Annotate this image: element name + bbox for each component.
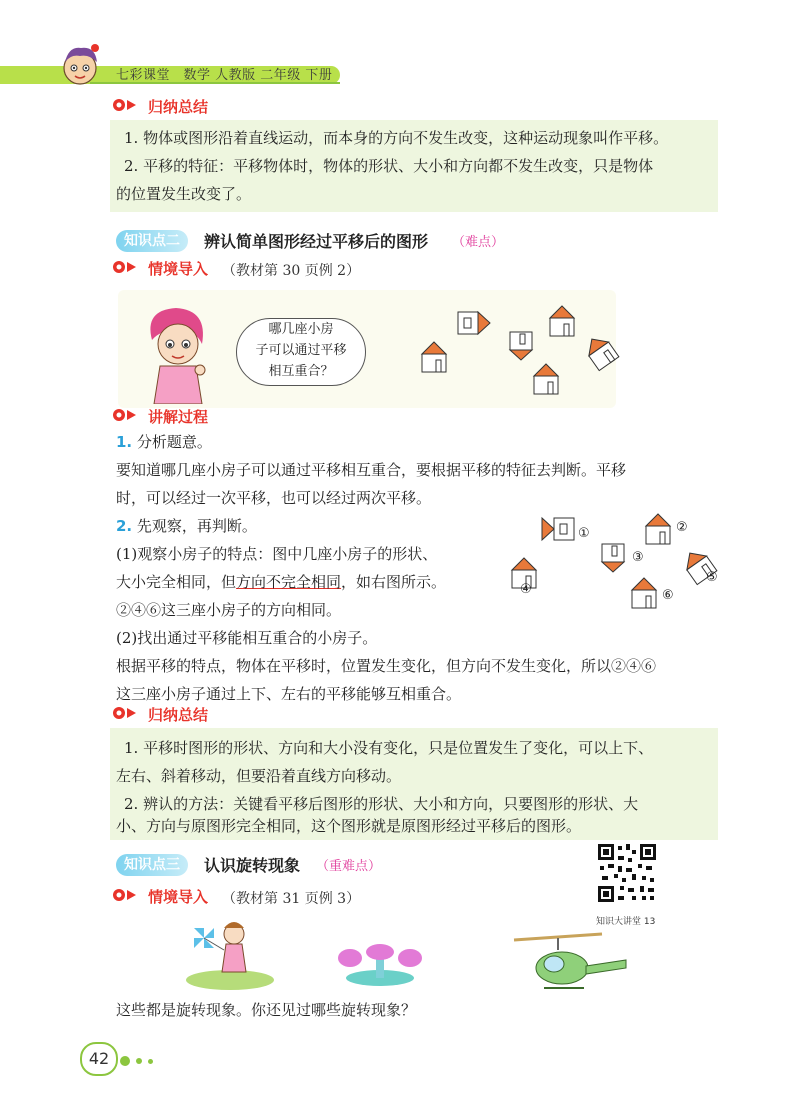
section-heading: 讲解过程 [148,408,209,426]
qr-code-icon[interactable] [596,842,658,904]
house-label: ④ [520,582,532,597]
step-number: 2. [116,517,133,535]
step-number: 1. [116,433,133,451]
knowledge-point-tag: 知识点二 [116,230,188,252]
knowledge-point-title: 辨认简单图形经过平移后的图形 [204,232,429,251]
bubble-line: 哪几座小房 [268,322,334,337]
page-number: 42 [80,1042,118,1076]
section-heading: 情境导入 [148,260,209,278]
houses-figure [410,300,620,400]
house-label: ② [676,520,688,535]
spinning-ride-illustration [336,938,424,988]
body-paragraph [116,568,446,596]
body-paragraph: 根据平移的特点，物体在平移时，位置发生变化，但方向不发生变化，所以②④⑥ [116,657,657,675]
qr-caption: 知识大讲堂 13 [596,917,656,927]
summary-paragraph: 小、方向与原图形完全相同，这个图形就是原图形经过平移后的图形。 [116,817,582,835]
section-arrow-icon [112,260,142,274]
closing-question: 这些都是旋转现象。你还见过哪些旋转现象？ [116,1001,417,1019]
helicopter-illustration [508,930,636,996]
summary-paragraph: 的位置发生改变了。 [116,185,252,203]
decorative-dot [120,1056,130,1066]
house-label: ⑤ [706,570,718,585]
speech-bubble [236,318,366,386]
body-paragraph: (2)找出通过平移能相互重合的小房子。 [116,629,378,647]
highlighted-text: 方向不完全相同 [236,573,342,591]
mascot-icon [55,40,105,92]
section-arrow-icon [112,706,142,720]
decorative-dot [148,1059,153,1064]
section-heading: 归纳总结 [148,98,209,116]
body-paragraph: 这三座小房子通过上下、左右的平移能够互相重合。 [116,685,462,703]
bubble-line: 子可以通过平移 [255,343,347,358]
summary-paragraph: 2. 平移的特征：平移物体时，物体的形状、大小和方向都不发生改变，只是物体 [124,157,654,175]
decorative-dot [136,1058,142,1064]
step-line [116,512,257,540]
knowledge-point-tag: 知识点三 [116,854,188,876]
textbook-reference: （教材第 31 页例 3） [222,891,361,907]
textbook-reference: （教材第 30 页例 2） [222,263,361,279]
section-heading: 情境导入 [148,888,209,906]
labeled-houses-figure [504,512,726,612]
header-title: 七彩课堂 数学 人教版 二年级 下册 [116,68,333,83]
house-label: ③ [632,550,644,565]
body-paragraph: 时，可以经过一次平移，也可以经过两次平移。 [116,489,432,507]
knowledge-point-title: 认识旋转现象 [204,856,301,875]
section-heading: 归纳总结 [148,706,209,724]
summary-paragraph: 左右、斜着移动，但要沿着直线方向移动。 [116,767,402,785]
bubble-line: 相互重合？ [268,364,334,379]
step-line [116,428,212,456]
section-arrow-icon [112,98,142,112]
section-arrow-icon [112,888,142,902]
section-arrow-icon [112,408,142,422]
summary-paragraph: 1. 平移时图形的形状、方向和大小没有变化，只是位置发生了变化，可以上下、 [124,739,654,757]
step-text: 先观察，再判断。 [136,517,257,535]
house-label: ⑥ [662,588,674,603]
text-run: 大小完全相同，但 [116,573,237,591]
step-text: 分析题意。 [136,433,212,451]
body-paragraph: (1)观察小房子的特点：图中几座小房子的形状、 [116,545,438,563]
difficulty-label: （重难点） [316,859,382,874]
body-paragraph: 要知道哪几座小房子可以通过平移相互重合，要根据平移的特征去判断。平移 [116,461,627,479]
text-run: ，如右图所示。 [341,573,447,591]
body-paragraph: ②④⑥这三座小房子的方向相同。 [116,601,342,619]
summary-paragraph: 1. 物体或图形沿着直线运动，而本身的方向不发生改变，这种运动现象叫作平移。 [124,129,669,147]
girl-illustration [138,300,218,404]
difficulty-label: （难点） [452,235,505,250]
summary-paragraph: 2. 辨认的方法：关键看平移后图形的形状、大小和方向，只要图形的形状、大 [124,795,639,813]
house-label: ① [578,526,590,541]
pinwheel-girl-illustration [180,914,280,992]
